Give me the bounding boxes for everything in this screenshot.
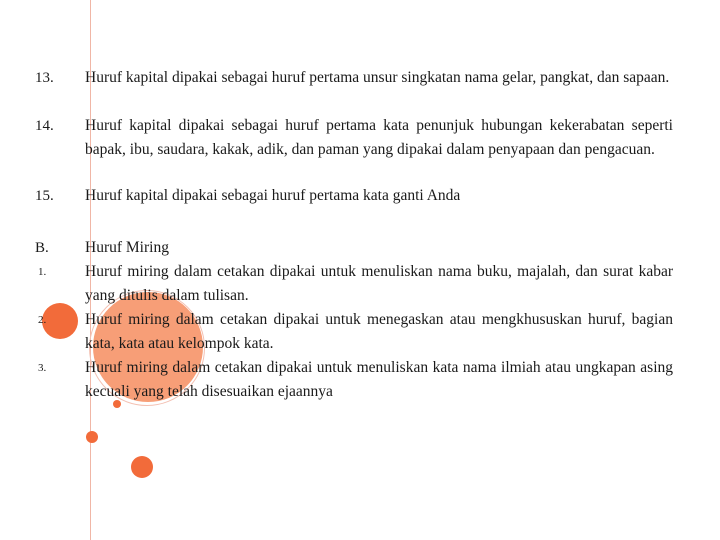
item-text: Huruf kapital dipakai sebagai huruf pertama unsur singkatan nama gelar, pangkat, dan sapaan.	[85, 69, 670, 86]
decorative-circle-small	[86, 431, 98, 443]
section-letter: B.	[35, 240, 49, 256]
item-text: Huruf kapital dipakai sebagai huruf pertama kata penunjuk hubungan kekerabatan seperti bapak, ibu, saudara, kakak, adik, dan paman yang dipakai dalam penyapaan dan pengacuan.	[85, 117, 673, 158]
item-number: 3.	[38, 362, 47, 374]
item-text: Huruf miring dalam cetakan dipakai untuk menuliskan nama buku, majalah, dan surat kabar yang ditulis dalam tulisan.	[85, 263, 673, 304]
decorative-circle-small	[131, 456, 153, 478]
item-number: 2.	[38, 314, 47, 326]
item-number: 13.	[35, 70, 54, 86]
decorative-circle-medium	[42, 303, 78, 339]
item-text: Huruf miring dalam cetakan dipakai untuk menuliskan kata nama ilmiah atau ungkapan asing kecuali yang telah disesuaikan ejaannya	[85, 359, 673, 400]
section-title: Huruf Miring	[85, 239, 169, 256]
item-number: 14.	[35, 118, 54, 134]
item-number: 1.	[38, 266, 47, 278]
item-text: Huruf kapital dipakai sebagai huruf pertama kata ganti Anda	[85, 187, 461, 204]
item-number: 15.	[35, 188, 54, 204]
item-text: Huruf miring dalam cetakan dipakai untuk menegaskan atau mengkhususkan huruf, bagian kata, kata atau kelompok kata.	[85, 311, 673, 352]
